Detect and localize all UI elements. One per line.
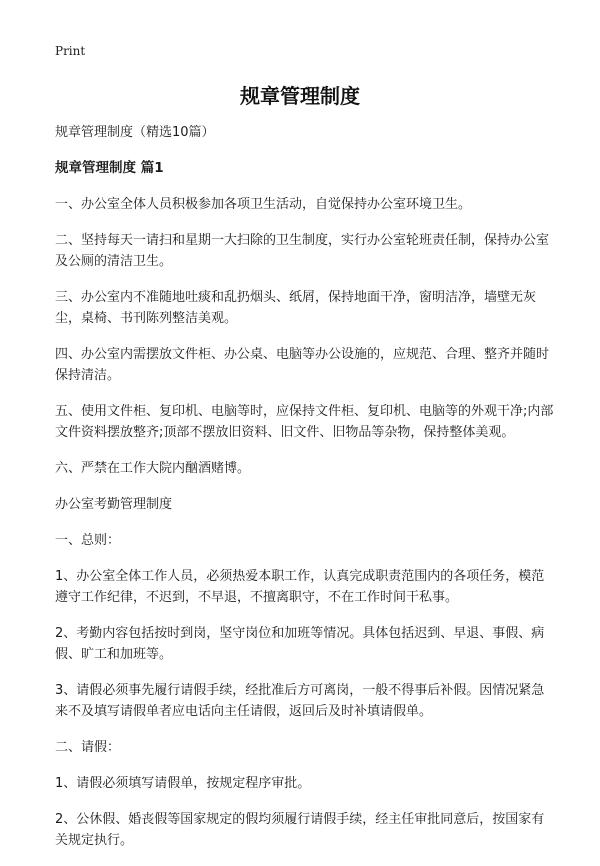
paragraph-2: 二、坚持每天一请扫和星期一大扫除的卫生制度，实行办公室轮班责任制，保持办公室及公厕的清洁卫生。 xyxy=(55,233,550,269)
general-principles-heading: 一、总则： xyxy=(55,533,121,548)
attendance-heading: 办公室考勤管理制度 xyxy=(55,497,173,512)
paragraph-3: 三、办公室内不准随地吐痰和乱扔烟头、纸屑，保持地面干净，窗明洁净，墙壁无灰尘，桌椅、书刊陈列整洁美观。 xyxy=(55,290,537,326)
paragraph-5: 五、使用文件柜、复印机、电脑等时，应保持文件柜、复印机、电脑等的外观干净;内部文件资料摆放整齐;顶部不摆放旧资料、旧文件、旧物品等杂物，保持整体美观。 xyxy=(55,404,554,440)
section-heading: 规章管理制度 篇1 xyxy=(55,160,164,176)
paragraph-6: 六、严禁在工作大院内酗酒赌博。 xyxy=(55,461,251,476)
general-item-1: 1、办公室全体工作人员，必须热爱本职工作，认真完成职责范围内的各项任务，模范遵守工作纪律，不迟到，不早退，不擅离职守，不在工作时间干私事。 xyxy=(55,569,545,605)
general-item-3: 3、请假必须事先履行请假手续，经批准后方可离岗，一般不得事后补假。因情况紧急来不及填写请假单者应电话向主任请假，返回后及时补填请假单。 xyxy=(55,683,545,719)
print-link[interactable]: Print xyxy=(55,44,86,58)
leave-item-1: 1、请假必须填写请假单，按规定程序审批。 xyxy=(55,776,311,791)
paragraph-1: 一、办公室全体人员积极参加各项卫生活动，自觉保持办公室环境卫生。 xyxy=(55,197,472,212)
general-item-2: 2、考勤内容包括按时到岗，坚守岗位和加班等情况。具体包括迟到、早退、事假、病假、旷工和加班等。 xyxy=(55,626,545,662)
document-title: 规章管理制度 xyxy=(240,84,360,108)
document-subtitle: 规章管理制度（精选10篇） xyxy=(55,125,215,140)
leave-item-2: 2、公休假、婚丧假等国家规定的假均须履行请假手续，经主任审批同意后，按国家有关规定执行。 xyxy=(55,812,545,848)
document-body xyxy=(55,122,555,866)
paragraph-4: 四、办公室内需摆放文件柜、办公桌、电脑等办公设施的，应规范、合理、整齐并随时保持清洁。 xyxy=(55,347,550,383)
leave-heading: 二、请假： xyxy=(55,740,121,755)
